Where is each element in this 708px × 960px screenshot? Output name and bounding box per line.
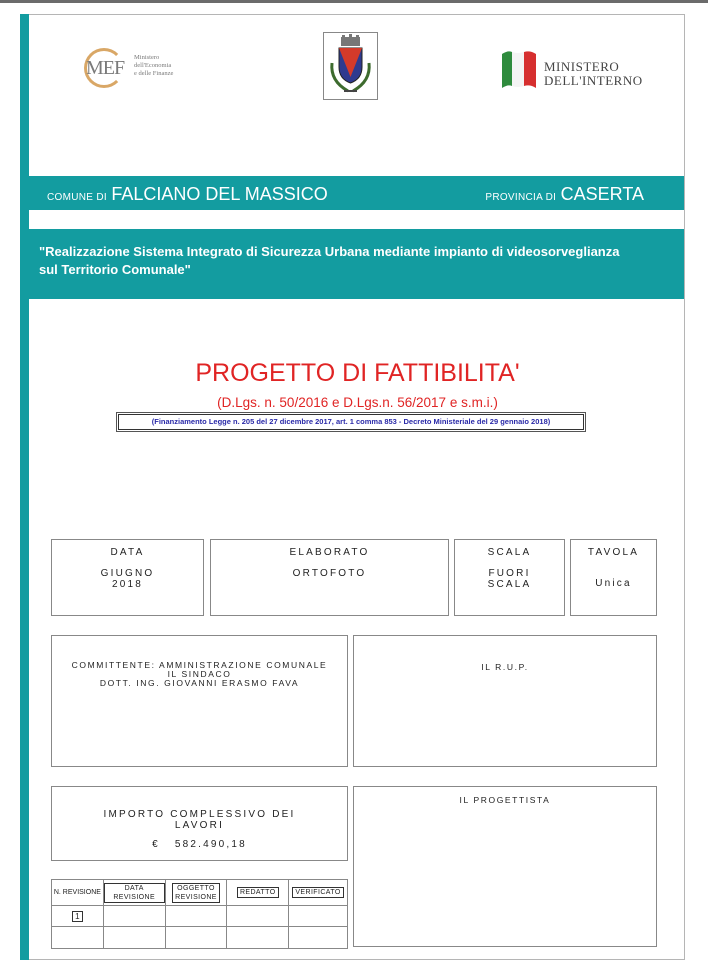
provincia-heading (485, 184, 644, 205)
rev-header-redatto-label: REDATTO (237, 887, 279, 898)
data-label: DATA (110, 547, 145, 558)
project-title (39, 243, 679, 279)
table-row (52, 927, 348, 949)
comune-name: FALCIANO DEL MASSICO (111, 184, 328, 204)
project-band (29, 229, 684, 299)
rev-cell-empty (289, 927, 348, 949)
provincia-name: CASERTA (560, 184, 644, 204)
rev-header-data-label: DATA REVISIONE (104, 883, 165, 903)
elaborato-label: ELABORATO (289, 547, 370, 558)
ministero-interno-text (544, 60, 643, 88)
importo-box (51, 786, 348, 861)
mef-logo-text: MEF (86, 57, 125, 79)
revision-table (51, 879, 348, 949)
left-accent-bar (20, 14, 29, 960)
scala-value-line: FUORI (488, 568, 531, 579)
data-value-line: GIUGNO (100, 568, 155, 579)
document-subtitle: (D.Lgs. n. 50/2016 e D.Lgs.n. 56/2017 e s.m.i.) (217, 395, 498, 410)
comune-band (29, 176, 684, 210)
rev-header-redatto (227, 880, 289, 906)
rev-header-verificato-label: VERIFICATO (292, 887, 343, 898)
committente-line: DOTT. ING. GIOVANNI ERASMO FAVA (99, 678, 300, 688)
elaborato-value: ORTOFOTO (292, 568, 367, 579)
rev-oggetto-line: OGGETTO (177, 884, 215, 892)
project-title-line: sul Territorio Comunale" (39, 262, 191, 277)
data-value-line: 2018 (111, 579, 144, 590)
data-value (52, 568, 203, 590)
scala-value (455, 568, 564, 590)
rev-header-data (103, 880, 165, 906)
committente-line: COMMITTENTE: AMMINISTRAZIONE COMUNALE (71, 660, 328, 670)
scala-box (454, 539, 565, 616)
tavola-box (570, 539, 657, 616)
ministero-interno-logo (498, 46, 668, 90)
scala-value-line: SCALA (487, 579, 532, 590)
rev-cell-empty (227, 906, 289, 927)
mef-sub-line: e delle Finanze (134, 70, 174, 77)
ministry-line: MINISTERO (544, 59, 620, 74)
rev-cell-empty (165, 927, 227, 949)
rev-header-oggetto (165, 880, 227, 906)
rev-oggetto-line: REVISIONE (175, 893, 217, 901)
comune-prefix: COMUNE DI (47, 192, 107, 203)
rev-cell-empty (165, 906, 227, 927)
mef-logo-subtitle (134, 54, 194, 78)
rup-label: IL R.U.P. (481, 662, 529, 672)
tavola-value: Unica (595, 578, 632, 589)
data-box (51, 539, 204, 616)
rev-cell-empty (289, 906, 348, 927)
table-row (52, 906, 348, 927)
importo-label (52, 809, 347, 831)
comune-heading (47, 184, 328, 205)
mef-sub-line: Ministero (134, 54, 160, 61)
rev-number: 1 (72, 911, 82, 922)
elaborato-box (210, 539, 449, 616)
progettista-box (353, 786, 657, 947)
rev-cell-empty (103, 927, 165, 949)
mef-sub-line: dell'Economia (134, 62, 172, 69)
top-edge-line (0, 0, 708, 3)
committente-line: IL SINDACO (167, 669, 232, 679)
provincia-prefix: PROVINCIA DI (485, 192, 557, 203)
rev-cell-empty (227, 927, 289, 949)
italian-flag-icon (500, 48, 536, 88)
rev-header-n (52, 880, 104, 906)
mef-logo (82, 46, 192, 88)
project-title-line: "Realizzazione Sistema Integrato di Sicurezza Urbana mediante impianto di videosorveglianza (39, 244, 620, 259)
rev-header-n-label: N. REVISIONE (53, 889, 101, 896)
scala-label: SCALA (487, 547, 532, 558)
crest-icon (324, 33, 377, 99)
importo-amount: € 582.490,18 (152, 839, 247, 850)
committente-box (51, 635, 348, 767)
committente-text (52, 661, 347, 688)
rev-header-verificato (289, 880, 348, 906)
revision-header-row (52, 880, 348, 906)
rev-cell-number (52, 906, 104, 927)
progettista-label: IL PROGETTISTA (459, 795, 551, 805)
rev-cell-empty (103, 906, 165, 927)
rev-cell-empty (52, 927, 104, 949)
municipal-crest (323, 32, 378, 100)
importo-label-line: IMPORTO COMPLESSIVO DEI (103, 809, 296, 820)
importo-label-line: LAVORI (174, 820, 225, 831)
document-title: PROGETTO DI FATTIBILITA' (195, 359, 520, 387)
financing-note: (Finanziamento Legge n. 205 del 27 dicembre 2017, art. 1 comma 853 - Decreto Ministeriale del 29 gennaio 2018) (118, 414, 584, 430)
rev-header-oggetto-label (172, 883, 220, 903)
tavola-label: TAVOLA (587, 547, 640, 558)
ministry-line: DELL'INTERNO (544, 73, 643, 88)
rup-box (353, 635, 657, 767)
